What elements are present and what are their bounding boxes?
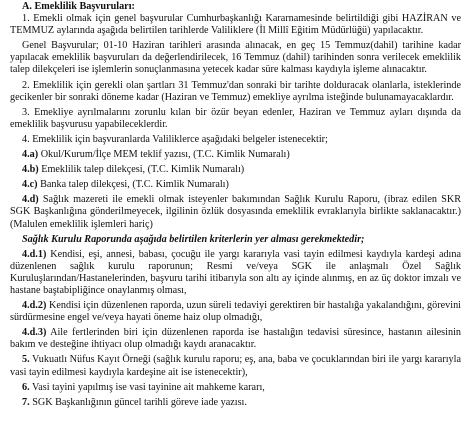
item-4b-number: 4.b) xyxy=(22,164,39,176)
item-5-number: 5. xyxy=(22,354,30,366)
item-4c xyxy=(10,179,461,191)
item-5-text: Vukuatlı Nüfus Kayıt Örneği (sağlık kurulu raporu; eş, ana, baba ve çocuklarından biri ile yargı kararıyla vasi tayin edilmesi kaydıyla kardeşine ait ise istenecektir), xyxy=(10,354,461,378)
item-4a-number: 4.a) xyxy=(22,149,39,161)
paragraph-3: 2. Emeklilik için gerekli olan şartları 31 Temmuz'dan sonraki bir tarihte dolduracak olanlarla, isteklerinde gecikenler bir sonraki döneme kadar (Haziran ve Temmuz) emekliye ayrılma isteğinde bulunamayacaklardır. xyxy=(10,79,461,103)
item-4a xyxy=(10,149,461,161)
item-6 xyxy=(10,382,461,394)
item-6-text: Vasi tayini yapılmış ise vasi tayinine ait mahkeme kararı, xyxy=(32,381,265,393)
item-7-text: SGK Başkanlığının güncel tarihli göreve iade yazısı. xyxy=(32,396,247,408)
criteria-heading: Sağlık Kurulu Raporunda aşağıda belirtilen kriterlerin yer alması gerekmektedir; xyxy=(22,233,365,245)
item-6-number: 6. xyxy=(22,381,30,393)
item-4d2-text: Kendisi için düzenlenen raporda, uzun süreli tedaviyi gerektiren bir hastalığa yakalandığını, görevini sürdürmesine engel ve/veya hayati öneme haiz olup olmadığı, xyxy=(10,300,462,324)
paragraph-1: 1. Emekli olmak için genel başvurular Cumhurbaşkanlığı Kararnamesinde belirtildiği gibi HAZİRAN ve TEMMUZ aylarında aşağıda belirtilen tarihlerde Valiliklere (İl Millî Eğitim Müdürlüğü) yapılacaktır. xyxy=(10,13,461,37)
item-4d2-number: 4.d.2) xyxy=(22,300,47,312)
item-4c-number: 4.c) xyxy=(22,179,38,191)
paragraph-2: Genel Başvurular; 01-10 Haziran tarihleri arasında alınacak, en geç 15 Temmuz(dahil) tarihine kadar yapılacak emeklilik başvuruları da değerlendirilecek, 16 Temmuz (dahil) tarihinden sonra verilecek emeklilik talep dilekçeleri ise işlemlerin sonuçlanmasına yetecek kadar süre kalması kaydıyla işleme alınacaktır. xyxy=(10,40,461,76)
item-4d-number: 4.d) xyxy=(22,194,39,206)
item-7-number: 7. xyxy=(22,396,30,408)
item-4a-text: Okul/Kurum/İlçe MEM teklif yazısı, (T.C. Kimlik Numaralı) xyxy=(40,149,290,161)
paragraph-4: 3. Emekliye ayrılmalarını zorunlu kılan bir özür beyan edenler, Haziran ve Temmuz ayları dışında da emeklilik başvurusu yapabileceklerdir. xyxy=(10,106,461,130)
section-heading: A. Emeklilik Başvuruları: xyxy=(22,1,135,12)
item-5 xyxy=(10,354,461,378)
item-7 xyxy=(10,397,461,409)
item-4d xyxy=(10,194,461,230)
item-4d1-text: Kendisi, eşi, annesi, babası, çocuğu ile yargı kararıyla vasi tayin edilmesi kaydıyla kardeşi adına düzenlenen sağlık kurulu raporunun; Resmi ve/veya SGK ile anlaşmalı Özel Sağlık Kuruluşlarından/Hastanelerinden, başvuru tarihi itibarıyla son altı ay içinde alınmış, en az üç doktor imzalı ve hastane baştabipliğince onaylanmış olması, xyxy=(10,248,462,296)
item-4d1-number: 4.d.1) xyxy=(22,248,47,260)
item-4d-text: Sağlık mazereti ile emekli olmak isteyenler bakımından Sağlık Kurulu Raporu, (ibraz edilen SKR SGK Başkanlığına gönderilmeyecek, ilgilinin özlük dosyasında emeklilik evraklarıyla birlikte saklanacaktır.) (Malulen emeklilik işlemleri hariç) xyxy=(10,194,461,230)
item-4d1 xyxy=(10,249,461,297)
paragraph-5: 4. Emeklilik için başvuranlarda Valiliklerce aşağıdaki belgeler istenecektir; xyxy=(22,133,328,145)
item-4d3-number: 4.d.3) xyxy=(22,327,47,339)
item-4d3-text: Aile fertlerinden biri için düzenlenen raporda ise hastalığın tedavisi süresince, hastanın ailesinin bakım ve desteğine ihtiyacı olup olmadığı kaydı aranacaktır. xyxy=(10,327,461,351)
item-4c-text: Banka talep dilekçesi, (T.C. Kimlik Numaralı) xyxy=(40,179,229,191)
item-4d2 xyxy=(10,300,461,324)
item-4d3 xyxy=(10,327,461,351)
item-4b xyxy=(10,164,461,176)
item-4b-text: Emeklilik talep dilekçesi, (T.C. Kimlik Numaralı) xyxy=(41,164,245,176)
